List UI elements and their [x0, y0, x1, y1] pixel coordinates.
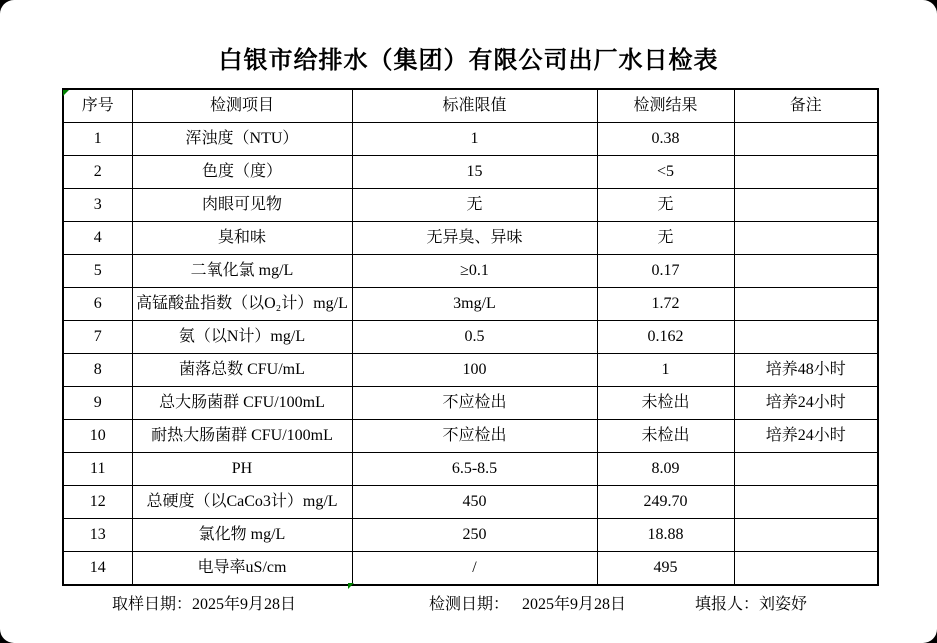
cell-remark	[734, 189, 878, 222]
cell-limit: 不应检出	[352, 387, 597, 420]
reporter-value: 刘姿妤	[759, 596, 808, 613]
cell-remark	[734, 123, 878, 156]
cell-result: 未检出	[597, 420, 734, 453]
cell-item: 色度（度）	[132, 156, 352, 189]
cell-index: 14	[63, 552, 132, 586]
cell-index: 3	[63, 189, 132, 222]
cell-index: 12	[63, 486, 132, 519]
cell-remark	[734, 156, 878, 189]
cell-limit: 不应检出	[352, 420, 597, 453]
table-row	[63, 486, 878, 519]
cell-limit: 6.5-8.5	[352, 453, 597, 486]
cell-limit: 0.5	[352, 321, 597, 354]
cell-index: 8	[63, 354, 132, 387]
cell-item: 氯化物 mg/L	[132, 519, 352, 552]
cell-limit: 100	[352, 354, 597, 387]
table-row	[63, 189, 878, 222]
cell-result: 无	[597, 189, 734, 222]
cell-index: 6	[63, 288, 132, 321]
cell-index: 10	[63, 420, 132, 453]
cell-result: 1.72	[597, 288, 734, 321]
table-row	[63, 255, 878, 288]
sampling-date-value: 2025年9月28日	[192, 596, 297, 613]
table-row	[63, 453, 878, 486]
cell-remark: 培养24小时	[734, 387, 878, 420]
cell-remark	[734, 453, 878, 486]
table-row	[63, 288, 878, 321]
cell-item: 高锰酸盐指数（以O₂计）mg/L	[132, 288, 352, 321]
column-header-index: 序号	[63, 89, 132, 123]
test-date	[429, 591, 626, 614]
column-header-item: 检测项目	[132, 89, 352, 123]
cell-result: 18.88	[597, 519, 734, 552]
test-date-label: 检测日期：	[429, 596, 510, 613]
cell-limit: 250	[352, 519, 597, 552]
cell-index: 5	[63, 255, 132, 288]
column-header-result: 检测结果	[597, 89, 734, 123]
table-row	[63, 387, 878, 420]
cell-item: 电导率uS/cm	[132, 552, 352, 586]
cell-limit: /	[352, 552, 597, 586]
table-row	[63, 420, 878, 453]
cell-result: 249.70	[597, 486, 734, 519]
cell-index: 1	[63, 123, 132, 156]
table-row	[63, 123, 878, 156]
sampling-date-label: 取样日期：	[112, 596, 193, 613]
cell-index: 4	[63, 222, 132, 255]
cell-limit: ≥0.1	[352, 255, 597, 288]
table-row	[63, 321, 878, 354]
cell-index: 9	[63, 387, 132, 420]
cell-result: 8.09	[597, 453, 734, 486]
cell-result: 1	[597, 354, 734, 387]
cell-item: 总硬度（以CaCo3计）mg/L	[132, 486, 352, 519]
table-row	[63, 354, 878, 387]
test-date-value: 2025年9月28日	[522, 596, 627, 613]
reporter	[695, 591, 807, 614]
reporter-label: 填报人：	[695, 596, 760, 613]
cell-limit: 3mg/L	[352, 288, 597, 321]
table-row	[63, 156, 878, 189]
cell-item: 总大肠菌群 CFU/100mL	[132, 387, 352, 420]
cell-limit: 1	[352, 123, 597, 156]
cell-item: 氨（以N计）mg/L	[132, 321, 352, 354]
table-row	[63, 552, 878, 586]
inspection-table	[62, 88, 879, 586]
green-bottom-marker-icon	[348, 583, 354, 589]
page-title: 白银市给排水（集团）有限公司出厂水日检表	[218, 48, 719, 74]
cell-index: 11	[63, 453, 132, 486]
cell-result: <5	[597, 156, 734, 189]
table-header-row	[63, 89, 878, 123]
cell-item: 耐热大肠菌群 CFU/100mL	[132, 420, 352, 453]
cell-remark	[734, 486, 878, 519]
cell-limit: 15	[352, 156, 597, 189]
cell-remark: 培养24小时	[734, 420, 878, 453]
cell-item: 肉眼可见物	[132, 189, 352, 222]
cell-remark	[734, 321, 878, 354]
cell-item: 二氧化氯 mg/L	[132, 255, 352, 288]
cell-remark	[734, 255, 878, 288]
column-header-limit: 标准限值	[352, 89, 597, 123]
cell-remark: 培养48小时	[734, 354, 878, 387]
cell-result: 无	[597, 222, 734, 255]
cell-index: 13	[63, 519, 132, 552]
cell-index: 7	[63, 321, 132, 354]
cell-remark	[734, 288, 878, 321]
cell-item: PH	[132, 453, 352, 486]
cell-remark	[734, 222, 878, 255]
table-row	[63, 519, 878, 552]
cell-limit: 450	[352, 486, 597, 519]
cell-limit: 无异臭、异味	[352, 222, 597, 255]
cell-item: 臭和味	[132, 222, 352, 255]
cell-item: 浑浊度（NTU）	[132, 123, 352, 156]
sampling-date	[112, 591, 296, 614]
cell-result: 未检出	[597, 387, 734, 420]
cell-remark	[734, 519, 878, 552]
green-corner-marker-icon	[63, 90, 69, 96]
cell-limit: 无	[352, 189, 597, 222]
cell-result: 0.38	[597, 123, 734, 156]
cell-remark	[734, 552, 878, 586]
column-header-remark: 备注	[734, 89, 878, 123]
cell-index: 2	[63, 156, 132, 189]
cell-item: 菌落总数 CFU/mL	[132, 354, 352, 387]
cell-result: 495	[597, 552, 734, 586]
table-row	[63, 222, 878, 255]
cell-result: 0.162	[597, 321, 734, 354]
cell-result: 0.17	[597, 255, 734, 288]
